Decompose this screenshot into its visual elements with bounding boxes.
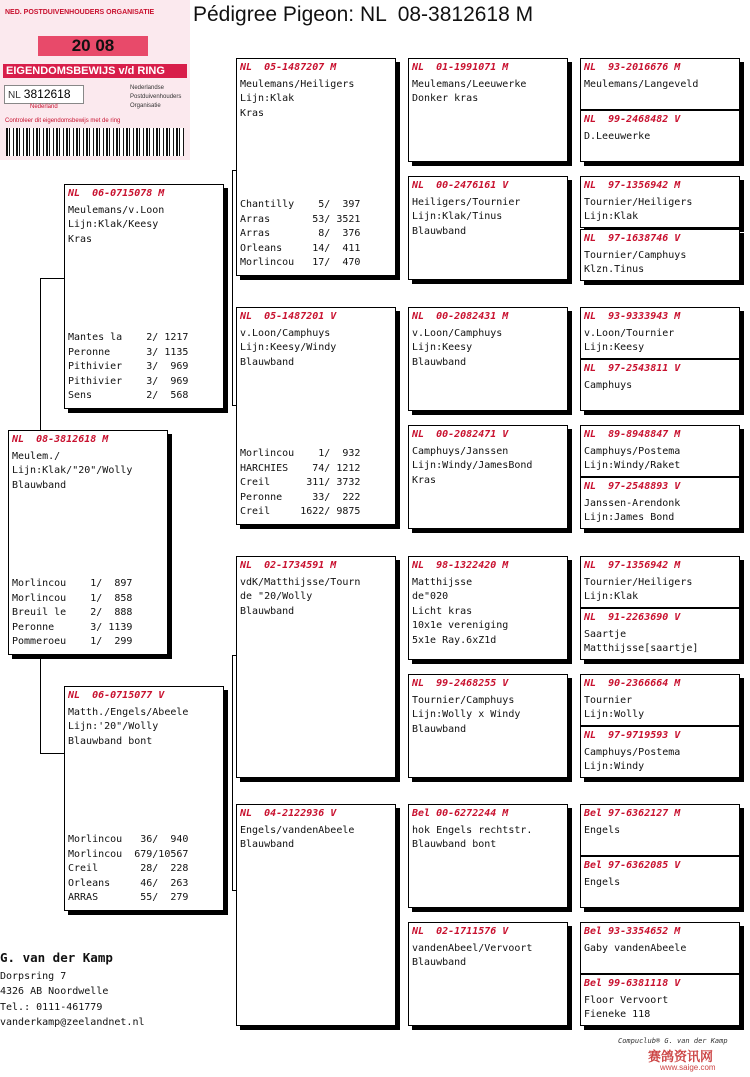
result-line: Peronne 3/ 1139 (12, 621, 133, 633)
ring-number: NL 06-0715077 V (68, 690, 165, 701)
pigeon-card-g14 (580, 856, 740, 908)
ring-card-org: NED. POSTDUIVENHOUDERS ORGANISATIE (5, 9, 155, 16)
pigeon-info-line: Kras (240, 107, 265, 119)
pigeon-info-line: Lijn:Wolly x Windy (412, 709, 521, 721)
watermark: 赛鸽资讯网 (648, 1049, 714, 1064)
software-credit: Compuclub® G. van der Kamp (618, 1037, 728, 1045)
pigeon-card-g9 (580, 556, 740, 608)
pigeon-info-line: Gaby vandenAbeele (584, 942, 687, 954)
pigeon-info-line: Meulemans/v.Loon (68, 204, 165, 216)
pigeon-card-g5 (580, 307, 740, 359)
owner-street: Dorpsring 7 (0, 970, 67, 982)
result-line: Arras 53/ 3521 (240, 213, 361, 225)
result-line: Pithivier 3/ 969 (68, 361, 189, 373)
pigeon-info-line: Janssen-Arendonk (584, 497, 681, 509)
connector-line (40, 278, 41, 430)
pigeon-info-line: Meulem./ (12, 450, 61, 462)
pigeon-info-line: Lijn:Klak (584, 211, 639, 223)
pigeon-info-line: Lijn:'20"/Wolly (68, 721, 159, 733)
result-line: Morlincou 1/ 932 (240, 448, 361, 460)
ring-number: NL 97-2543811 V (584, 363, 681, 374)
pigeon-info-line: Kras (412, 474, 437, 486)
pigeon-info-line: v.Loon/Camphuys (412, 327, 503, 339)
ring-number: NL 00-2082431 M (412, 311, 509, 322)
owner-phone: Tel.: 0111-461779 (0, 1001, 103, 1013)
connector-line (232, 170, 233, 405)
ring-number: NL 05-1487207 M (240, 62, 337, 73)
pigeon-info-line: Floor Vervoort (584, 994, 669, 1006)
pigeon-card-g1 (580, 58, 740, 110)
ring-number: Bel 00-6272244 M (412, 808, 509, 819)
ring-number: NL 06-0715078 M (68, 188, 165, 199)
pigeon-info-line: Meulemans/Langeveld (584, 78, 699, 90)
pigeon-info-line: Tournier/Camphuys (412, 694, 515, 706)
ring-number: Bel 99-6381118 V (584, 978, 681, 989)
ring-card-year: 20 08 (38, 36, 148, 56)
ring-number: Bel 93-3354652 M (584, 926, 681, 937)
pigeon-card-sdd (408, 425, 568, 529)
pigeon-info-line: v.Loon/Tournier (584, 327, 675, 339)
result-line: Sens 2/ 568 (68, 390, 189, 402)
ring-number: NL 01-1991071 M (412, 62, 509, 73)
npo-logo-line2: Postduivenhouders (130, 94, 182, 100)
pigeon-info-line: Lijn:Klak (240, 93, 295, 105)
result-line: Peronne 33/ 222 (240, 491, 361, 503)
pigeon-info-line: Lijn:Keesy (412, 342, 473, 354)
ring-number: NL 04-2122936 V (240, 808, 337, 819)
connector-line (40, 278, 66, 279)
pigeon-info-line: v.Loon/Camphuys (240, 327, 331, 339)
pigeon-info-line: Meulemans/Heiligers (240, 78, 355, 90)
pigeon-info-line: Lijn:Windy (584, 761, 645, 773)
pigeon-info-line: Camphuys (584, 379, 633, 391)
result-line: Orleans 14/ 411 (240, 242, 361, 254)
ring-number: NL 93-2016676 M (584, 62, 681, 73)
result-line: Pommeroeu 1/ 299 (12, 636, 133, 648)
owner-city: 4326 AB Noordwelle (0, 986, 109, 997)
pigeon-card-sire (64, 184, 224, 409)
connector-line (232, 655, 233, 890)
watermark-url: www.saige.com (660, 1063, 716, 1072)
ring-number: NL 97-1356942 M (584, 180, 681, 191)
result-line: Pithivier 3/ 969 (68, 375, 189, 387)
connector-line (40, 753, 66, 754)
ring-number: NL 97-1356942 M (584, 560, 681, 571)
ring-number: NL 05-1487201 V (240, 311, 337, 322)
result-line: Peronne 3/ 1135 (68, 346, 189, 358)
pigeon-info-line: Tournier/Heiligers (584, 576, 693, 588)
result-line: Mantes la 2/ 1217 (68, 332, 189, 344)
result-line: Arras 8/ 376 (240, 228, 361, 240)
results-list (12, 577, 132, 650)
ring-number: Bel 97-6362127 M (584, 808, 681, 819)
result-line: Morlincou 1/ 858 (12, 592, 133, 604)
result-line: Creil 28/ 228 (68, 863, 189, 875)
pigeon-info-line: Blauwband (412, 723, 467, 735)
npo-logo-line1: Nederlandse (130, 85, 165, 91)
pigeon-info-line: Engels (584, 824, 621, 836)
results-list (240, 198, 360, 271)
ring-card-footer: Controleer dit eigendomsbewijs met de ring (5, 118, 121, 124)
pigeon-info-line: Lijn:James Bond (584, 512, 675, 524)
ring-number: NL 99-2468482 V (584, 114, 681, 125)
pigeon-info-line: hok Engels rechtstr. (412, 824, 533, 836)
pigeon-info-line: Camphuys/Postema (584, 746, 681, 758)
pigeon-info-line: Heiligers/Tournier (412, 196, 521, 208)
result-line: Morlincou 17/ 470 (240, 257, 361, 269)
pigeon-card-dam-sire (236, 556, 396, 778)
ring-number: NL 02-1734591 M (240, 560, 337, 571)
pigeon-info-line: Lijn:Klak/Keesy (68, 219, 159, 231)
pigeon-info-line: Lijn:Klak (584, 591, 639, 603)
pigeon-info-line: Blauwband (412, 225, 467, 237)
owner-info (0, 950, 145, 1031)
result-line: Creil 311/ 3732 (240, 477, 361, 489)
pigeon-info-line: Kras (68, 233, 93, 245)
pigeon-card-ssd (408, 176, 568, 280)
ring-number: NL 98-1322420 M (412, 560, 509, 571)
pigeon-card-dss (408, 556, 568, 660)
pigeon-info-line: de"020 (412, 591, 449, 603)
ring-number: NL 97-9719593 V (584, 730, 681, 741)
pigeon-info-line: Lijn:Wolly (584, 709, 645, 721)
pigeon-card-g15 (580, 922, 740, 974)
ring-number: NL 99-2468255 V (412, 678, 509, 689)
pigeon-info-line: Lijn:Klak/Tinus (412, 211, 503, 223)
pigeon-card-g2 (580, 110, 740, 162)
pigeon-info-line: Engels (584, 876, 621, 888)
pigeon-info-line: Matth./Engels/Abeele (68, 706, 189, 718)
pigeon-info-line: Klzn.Tinus (584, 264, 645, 276)
ring-number: NL 89-8948847 M (584, 429, 681, 440)
pigeon-card-g6 (580, 359, 740, 411)
pigeon-info-line: Blauwband (240, 356, 295, 368)
pigeon-card-g4 (580, 229, 740, 281)
result-line: Creil 1622/ 9875 (240, 506, 361, 518)
pigeon-info-line: Camphuys/Janssen (412, 445, 509, 457)
pigeon-info-line: Tournier/Camphuys (584, 249, 687, 261)
pigeon-info-line: Blauwband (12, 479, 67, 491)
pigeon-info-line: Meulemans/Leeuwerke (412, 78, 527, 90)
pigeon-card-g10 (580, 608, 740, 660)
ring-card-country-name: Nederland (30, 104, 58, 110)
result-line: Chantilly 5/ 397 (240, 199, 361, 211)
npo-logo-line3: Organisatie (130, 103, 161, 109)
pigeon-info-line: Fieneke 118 (584, 1009, 651, 1021)
pigeon-card-sire-sire (236, 58, 396, 276)
pigeon-info-line: Tournier/Heiligers (584, 196, 693, 208)
ring-number: NL 90-2366664 M (584, 678, 681, 689)
pigeon-card-dsd (408, 674, 568, 778)
pigeon-info-line: D.Leeuwerke (584, 130, 651, 142)
ring-card-title: EIGENDOMSBEWIJS v/d RING (3, 64, 187, 78)
result-line: Morlincou 36/ 940 (68, 834, 189, 846)
pigeon-card-g8 (580, 477, 740, 529)
ring-card-number-box (4, 85, 84, 104)
pigeon-info-line: Blauwband (412, 957, 467, 969)
npo-logo (130, 84, 181, 111)
pigeon-card-g12 (580, 726, 740, 778)
result-line: HARCHIES 74/ 1212 (240, 462, 361, 474)
result-line: ARRAS 55/ 279 (68, 892, 189, 904)
ring-number: NL 91-2263690 V (584, 612, 681, 623)
result-line: Orleans 46/ 263 (68, 877, 189, 889)
pigeon-info-line: Tournier (584, 694, 633, 706)
ring-number: NL 97-1638746 V (584, 233, 681, 244)
pigeon-card-dam-dam (236, 804, 396, 1026)
results-list (240, 447, 360, 520)
pigeon-info-line: 5x1e Ray.6xZ1d (412, 634, 497, 646)
pigeon-card-g13 (580, 804, 740, 856)
pigeon-card-sds (408, 307, 568, 411)
results-list (68, 833, 188, 906)
pigeon-card-dds (408, 804, 568, 908)
pigeon-info-line: Blauwband bont (412, 839, 497, 851)
pigeon-info-line: Blauwband bont (68, 735, 153, 747)
pigeon-info-line: Camphuys/Postema (584, 445, 681, 457)
pigeon-info-line: de "20/Wolly (240, 591, 313, 603)
ring-number: NL 00-2476161 V (412, 180, 509, 191)
result-line: Morlincou 679/10567 (68, 848, 189, 860)
pigeon-info-line: 10x1e vereniging (412, 620, 509, 632)
result-line: Breuil le 2/ 888 (12, 607, 133, 619)
ring-number: NL 00-2082471 V (412, 429, 509, 440)
ring-card-number: 3812618 (23, 87, 71, 101)
pigeon-info-line: Saartje (584, 628, 627, 640)
page-title: Pédigree Pigeon: NL 08-3812618 M (193, 3, 534, 26)
owner-name: G. van der Kamp (0, 950, 113, 965)
pigeon-card-g16 (580, 974, 740, 1026)
ring-card-country: NL (8, 90, 21, 101)
pigeon-info-line: Licht kras (412, 605, 473, 617)
pigeon-info-line: Blauwband (412, 356, 467, 368)
pigeon-card-ddd (408, 922, 568, 1026)
pigeon-info-line: vdK/Matthijsse/Tourn (240, 576, 361, 588)
pigeon-info-line: vandenAbeel/Vervoort (412, 942, 533, 954)
pigeon-info-line: Lijn:Klak/"20"/Wolly (12, 465, 133, 477)
pigeon-info-line: Lijn:Windy/Raket (584, 460, 681, 472)
pigeon-info-line: Lijn:Keesy/Windy (240, 342, 337, 354)
pigeon-info-line: Donker kras (412, 93, 479, 105)
pigeon-info-line: Lijn:Keesy (584, 342, 645, 354)
pigeon-info-line: Lijn:Windy/JamesBond (412, 460, 533, 472)
ring-number: NL 08-3812618 M (12, 434, 109, 445)
pigeon-info-line: Matthijsse[saartje] (584, 643, 699, 655)
pigeon-info-line: Blauwband (240, 605, 295, 617)
ring-number: NL 93-9333943 M (584, 311, 681, 322)
ring-number: Bel 97-6362085 V (584, 860, 681, 871)
barcode (6, 128, 184, 156)
pigeon-info-line: Engels/vandenAbeele (240, 824, 355, 836)
pigeon-card-sss (408, 58, 568, 162)
pigeon-card-g11 (580, 674, 740, 726)
pigeon-card-g3 (580, 176, 740, 228)
owner-email[interactable]: vanderkamp@zeelandnet.nl (0, 1017, 145, 1028)
ring-ownership-card (0, 0, 190, 160)
pigeon-card-g7 (580, 425, 740, 477)
connector-line (40, 655, 41, 753)
ring-number: NL 97-2548893 V (584, 481, 681, 492)
results-list (68, 331, 188, 404)
ring-number: NL 02-1711576 V (412, 926, 509, 937)
pigeon-card-sire-dam (236, 307, 396, 525)
pigeon-info-line: Matthijsse (412, 576, 473, 588)
pigeon-card-subject (8, 430, 168, 655)
pigeon-info-line: Blauwband (240, 839, 295, 851)
result-line: Morlincou 1/ 897 (12, 578, 133, 590)
pigeon-card-dam (64, 686, 224, 911)
